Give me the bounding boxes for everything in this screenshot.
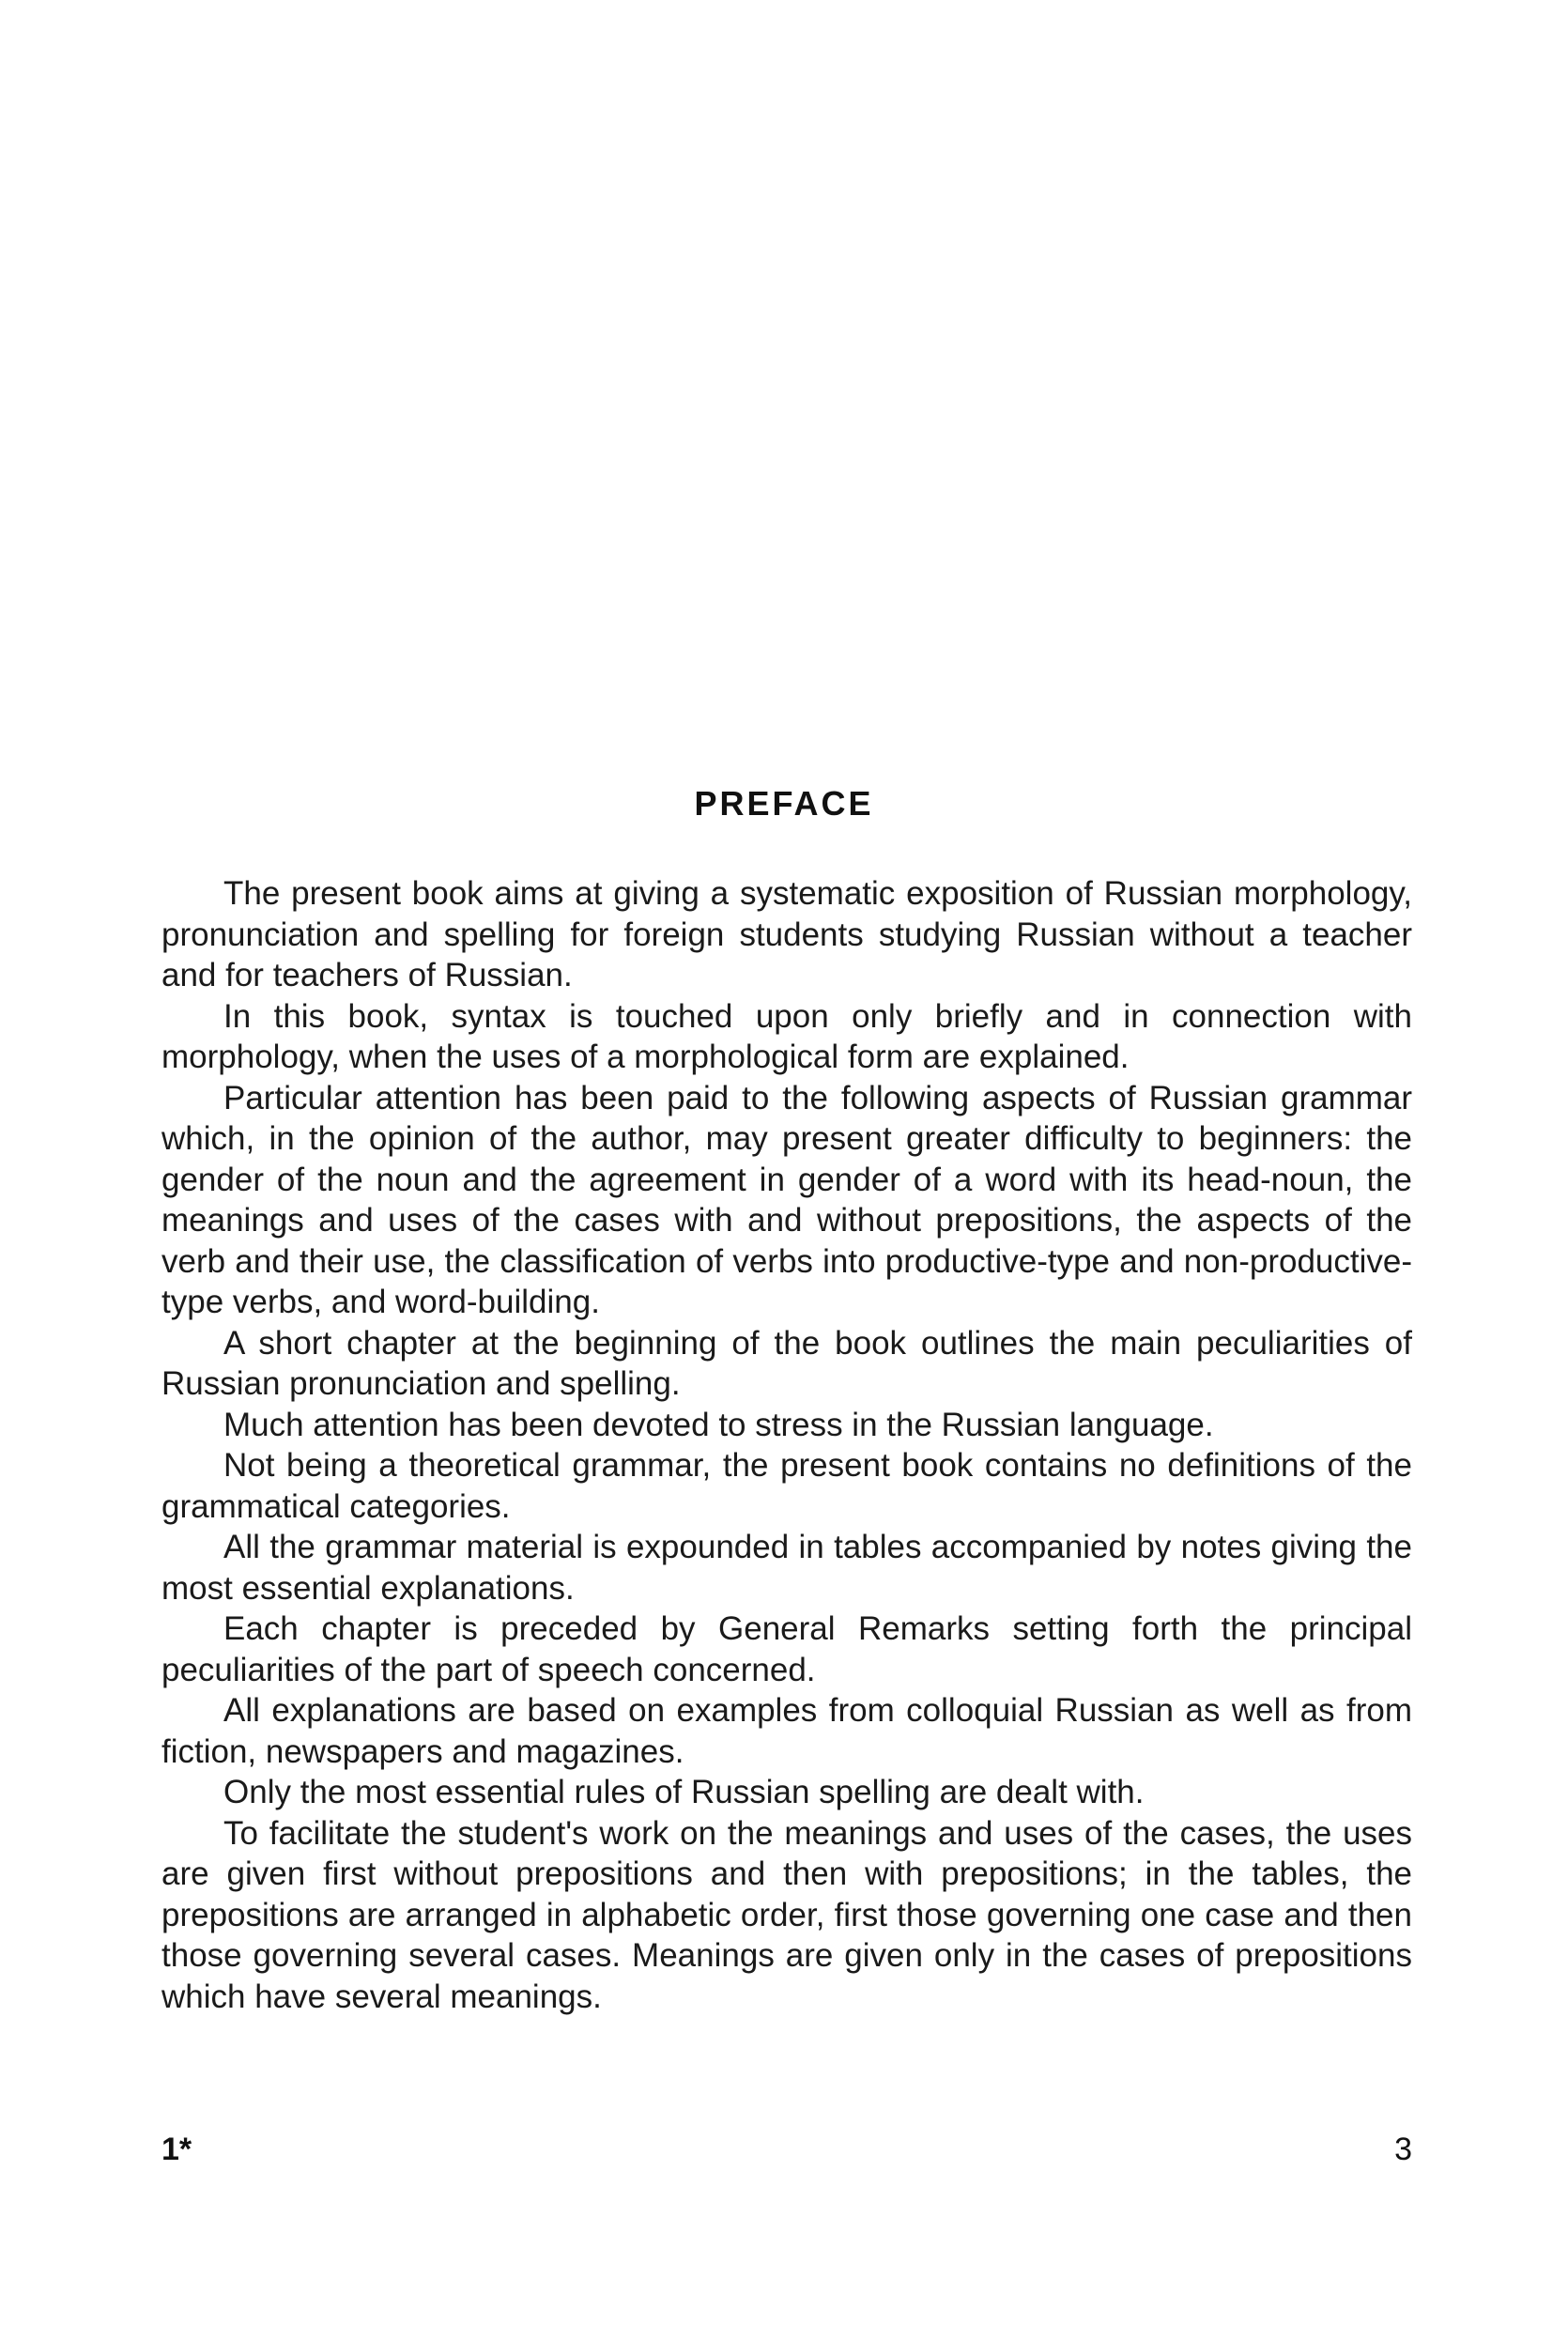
paragraph: To facilitate the student's work on the meanings and uses of the cases, the uses are given first without prepositions and then with prepositions; in the tables, the prepositions are arranged in alphabetic order, first those governing one case and then those governing several cases. Meanings are given only in the cases of prepositions which have several meanings. [161, 1814, 1412, 2015]
paragraph: All the grammar material is expounded in tables accompanied by notes giving the most essential explanations. [161, 1529, 1412, 1607]
paragraph: The present book aims at giving a systematic exposition of Russian morphology, pronunciation and spelling for foreign students studying Russian without a teacher and for teachers of Russian. [161, 875, 1412, 993]
paragraph: Not being a theoretical grammar, the present book contains no definitions of the grammatical categories. [161, 1447, 1412, 1525]
paragraph: In this book, syntax is touched upon only briefly and in connection with morphology, when the uses of a morphological form are explained. [161, 997, 1412, 1075]
page-number: 3 [1394, 2132, 1412, 2167]
paragraph: A short chapter at the beginning of the book outlines the main peculiarities of Russian pronunciation and spelling. [161, 1324, 1412, 1402]
page-title: PREFACE [694, 784, 874, 823]
paragraph: Much attention has been devoted to stress in the Russian language. [223, 1406, 1214, 1443]
paragraph: Each chapter is preceded by General Remarks setting forth the principal peculiarities of the part of speech concerned. [161, 1610, 1412, 1688]
printer-signature-mark: 1* [161, 2132, 192, 2167]
paragraph: Particular attention has been paid to the following aspects of Russian grammar which, in the opinion of the author, may present greater difficulty to beginners: the gender of the noun and the agreement in gender of a word with its head-noun, the meanings and uses of the cases with and without prepositions, the aspects of the verb and their use, the classification of verbs into productive-type and non-productive-type verbs, and word-building. [161, 1079, 1412, 1320]
paragraph: All explanations are based on examples from colloquial Russian as well as from fiction, newspapers and magazines. [161, 1692, 1412, 1770]
preface-body [161, 873, 1412, 2017]
paragraph: Only the most essential rules of Russian spelling are dealt with. [223, 1774, 1145, 1810]
page-footer [161, 2132, 1412, 2178]
